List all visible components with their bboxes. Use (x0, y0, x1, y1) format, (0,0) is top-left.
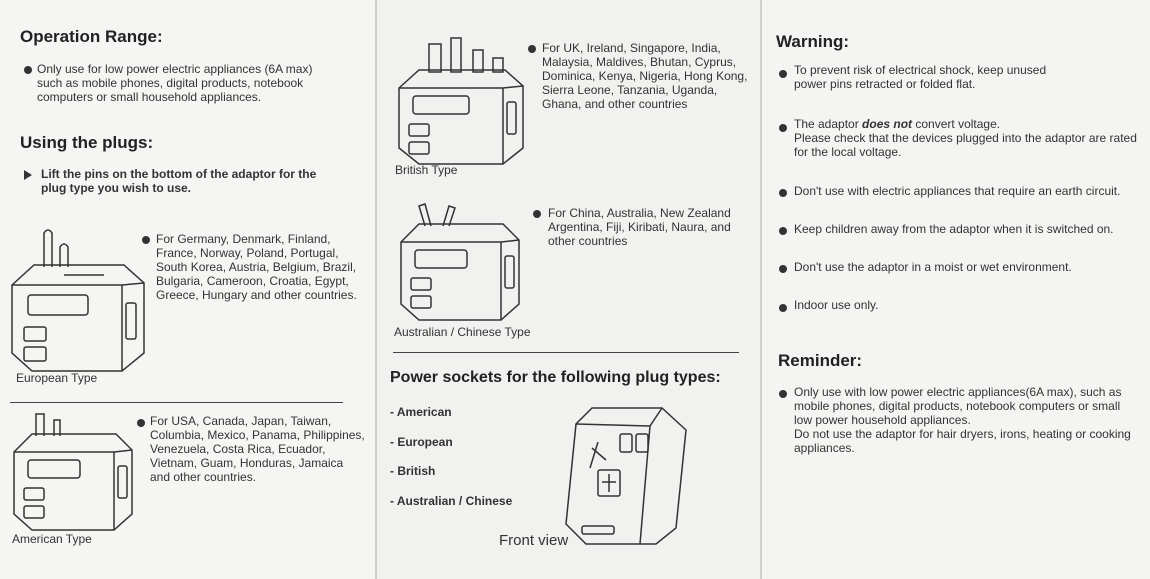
operation-range-heading: Operation Range: (20, 27, 163, 46)
socket-type-australian-chinese: - Australian / Chinese (390, 494, 513, 508)
european-countries-text: For Germany, Denmark, Finland, France, Norway, Poland, Portugal, South Korea, Austria, Belgium, Brazil, Bulgaria, Cameroon, Croatia, Egypt, Greece, Hungary and other countries. (156, 232, 357, 302)
british-countries-text: For UK, Ireland, Singapore, India, Malaysia, Maldives, Bhutan, Cyprus, Dominica, Kenya, Nigeria, Hong Kong, Sierra Leone, Tanzania, Uganda, Ghana, and other countries (542, 41, 748, 111)
reminder-text: Only use with low power electric appliances(6A max), such as mobile phones, digital products, notebook computers or small low power household appliances. Do not use the adaptor for hair dryers, irons, heating or cooking appliances. (794, 385, 1131, 455)
american-countries-text: For USA, Canada, Japan, Taiwan, Columbia, Mexico, Panama, Philippines, Venezuela, Costa Rica, Ecuador, Vietnam, Guam, Honduras, Jamaica and other countries. (150, 414, 365, 484)
socket-type-british: - British (390, 464, 436, 478)
bullet (24, 66, 32, 74)
bullet (779, 227, 787, 235)
middle-panel (377, 0, 760, 579)
left-panel (0, 0, 375, 579)
warning-moist-text: Don't use the adaptor in a moist or wet environment. (794, 260, 1072, 274)
power-sockets-heading: Power sockets for the following plug types: (390, 369, 721, 386)
front-view-caption: Front view (499, 532, 569, 549)
reminder-heading: Reminder: (778, 351, 863, 370)
warning-children-text: Keep children away from the adaptor when it is switched on. (794, 222, 1114, 236)
bullet (137, 419, 145, 427)
divider (10, 402, 343, 403)
warning-shock-text: To prevent risk of electrical shock, keep unused power pins retracted or folded flat. (794, 63, 1047, 91)
bullet (779, 265, 787, 273)
american-adapter-illustration (8, 410, 138, 535)
socket-type-european: - European (390, 435, 453, 449)
using-plugs-heading: Using the plugs: (20, 133, 154, 152)
warning-indoor-text: Indoor use only. (794, 298, 879, 312)
bullet (528, 45, 536, 53)
warning-voltage-text: The adaptor does not convert voltage. Please check that the devices plugged into the adaptor are rated for the local voltage. (794, 117, 1137, 159)
british-adapter-illustration (393, 30, 528, 165)
bullet (779, 70, 787, 78)
right-panel (762, 0, 1150, 579)
australian-adapter-illustration (395, 200, 525, 325)
bullet (779, 304, 787, 312)
australian-type-caption: Australian / Chinese Type (394, 325, 531, 339)
bullet (142, 236, 150, 244)
bullet (533, 210, 541, 218)
american-type-caption: American Type (12, 532, 92, 546)
front-view-adapter-illustration (562, 398, 692, 548)
warning-heading: Warning: (776, 32, 850, 51)
warning-earth-circuit-text: Don't use with electric appliances that require an earth circuit. (794, 184, 1121, 198)
bullet (779, 124, 787, 132)
socket-type-american: - American (390, 405, 452, 419)
divider (393, 352, 739, 353)
arrow-bullet-icon (24, 170, 32, 180)
operation-range-text: Only use for low power electric appliances (6A max) such as mobile phones, digital products, notebook computers or small household appliances. (37, 62, 313, 104)
lift-pins-instruction: Lift the pins on the bottom of the adaptor for the plug type you wish to use. (41, 167, 317, 195)
european-type-caption: European Type (16, 371, 98, 385)
british-type-caption: British Type (395, 163, 458, 177)
european-adapter-illustration (4, 225, 154, 375)
bullet (779, 390, 787, 398)
australian-countries-text: For China, Australia, New Zealand Argentina, Fiji, Kiribati, Naura, and other countries (548, 206, 731, 248)
bullet (779, 189, 787, 197)
